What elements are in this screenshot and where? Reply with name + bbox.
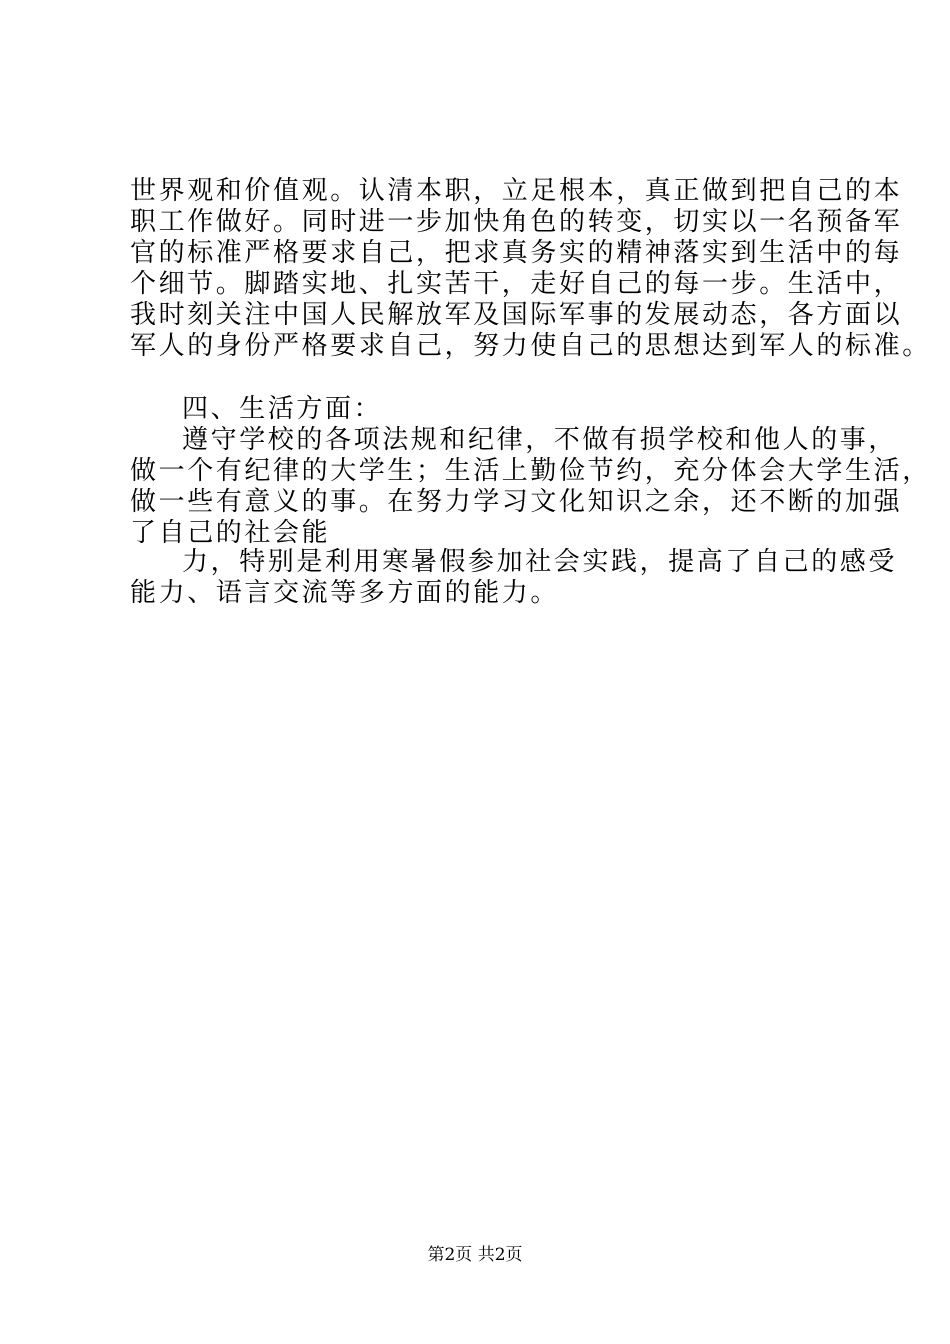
paragraph-3-line-2: 能力、语言交流等多方面的能力。	[130, 578, 560, 608]
paragraph-1-line-6: 军人的身份严格要求自己，努力使自己的思想达到军人的标准。	[130, 331, 931, 361]
paragraph-1-line-4: 个细节。脚踏实地、扎实苦干，走好自己的每一步。生活中，	[130, 269, 903, 299]
paragraph-1-line-5: 我时刻关注中国人民解放军及国际军事的发展动态，各方面以	[130, 300, 903, 330]
paragraph-1-line-3: 官的标准严格要求自己，把求真务实的精神落实到生活中的每	[130, 238, 903, 268]
section-heading: 四、生活方面：	[182, 394, 383, 424]
paragraph-3-line-1: 力，特别是利用寒暑假参加社会实践，提高了自己的感受	[182, 547, 898, 577]
paragraph-1-line-2: 职工作做好。同时进一步加快角色的转变，切实以一名预备军	[130, 207, 903, 237]
paragraph-2-line-1: 遵守学校的各项法规和纪律，不做有损学校和他人的事，	[182, 425, 898, 455]
paragraph-2-line-3: 做一些有意义的事。在努力学习文化知识之余，还不断的加强	[130, 487, 903, 517]
paragraph-2-line-2: 做一个有纪律的大学生；生活上勤俭节约，充分体会大学生活，	[130, 456, 931, 486]
paragraph-1-line-1: 世界观和价值观。认清本职，立足根本，真正做到把自己的本	[130, 176, 903, 206]
page-footer: 第2页 共2页	[427, 1245, 523, 1265]
paragraph-2-line-4: 了自己的社会能	[130, 518, 331, 548]
